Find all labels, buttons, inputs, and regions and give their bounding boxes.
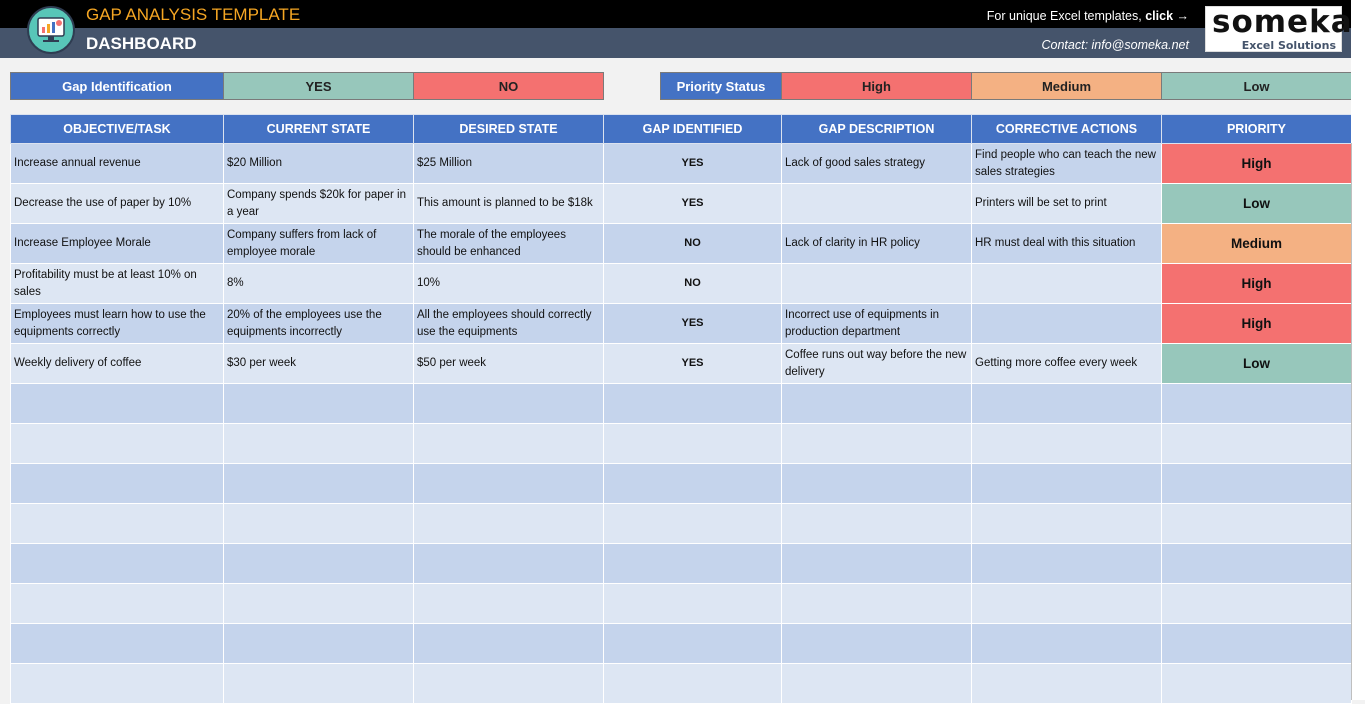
gap-description-cell[interactable]: Lack of good sales strategy [782, 144, 972, 184]
column-header-current-state: CURRENT STATE [224, 115, 414, 144]
current-state-cell[interactable] [224, 504, 414, 544]
desired-state-cell[interactable] [414, 504, 604, 544]
desired-state-cell[interactable] [414, 424, 604, 464]
column-header-desired-state: DESIRED STATE [414, 115, 604, 144]
task-cell[interactable] [11, 424, 224, 464]
task-cell[interactable]: Increase annual revenue [11, 144, 224, 184]
task-cell[interactable] [11, 584, 224, 624]
table-header-row [11, 115, 1352, 144]
desired-state-cell[interactable] [414, 584, 604, 624]
contact-email[interactable]: Contact: info@someka.net [1041, 38, 1189, 52]
empty-table-row [11, 624, 1352, 664]
desired-state-cell[interactable]: All the employees should correctly use the equipments [414, 304, 604, 344]
desired-state-cell[interactable]: The morale of the employees should be enhanced [414, 224, 604, 264]
current-state-cell[interactable] [224, 544, 414, 584]
priority-cell[interactable] [1162, 384, 1352, 424]
gap-identified-cell[interactable]: NO [604, 224, 782, 264]
empty-table-row [11, 464, 1352, 504]
desired-state-cell[interactable] [414, 544, 604, 584]
priority-status-legend [660, 72, 1352, 102]
priority-legend-medium: Medium [971, 72, 1162, 100]
desired-state-cell[interactable] [414, 624, 604, 664]
gap-identification-legend [10, 72, 604, 102]
current-state-cell[interactable]: 20% of the employees use the equipments incorrectly [224, 304, 414, 344]
gap-legend-label: Gap Identification [10, 72, 224, 100]
desired-state-cell[interactable] [414, 664, 604, 704]
corrective-actions-cell[interactable] [972, 664, 1162, 704]
sheet-right-margin [1351, 0, 1365, 700]
gap-identified-cell[interactable] [604, 424, 782, 464]
corrective-actions-cell[interactable] [972, 304, 1162, 344]
current-state-cell[interactable] [224, 424, 414, 464]
current-state-cell[interactable] [224, 624, 414, 664]
sheet-right-border [1351, 143, 1352, 700]
column-header-gap-identified: GAP IDENTIFIED [604, 115, 782, 144]
task-cell[interactable] [11, 544, 224, 584]
gap-description-cell[interactable] [782, 544, 972, 584]
gap-description-cell[interactable] [782, 384, 972, 424]
priority-cell[interactable]: High [1162, 264, 1352, 304]
empty-table-row [11, 384, 1352, 424]
gap-identified-cell[interactable] [604, 504, 782, 544]
page-title: DASHBOARD [86, 34, 197, 53]
current-state-cell[interactable] [224, 384, 414, 424]
brand-tagline: Excel Solutions [1241, 39, 1336, 52]
task-cell[interactable]: Employees must learn how to use the equipments correctly [11, 304, 224, 344]
corrective-actions-cell[interactable] [972, 424, 1162, 464]
desired-state-cell[interactable] [414, 464, 604, 504]
priority-cell[interactable] [1162, 624, 1352, 664]
column-header-gap-description: GAP DESCRIPTION [782, 115, 972, 144]
table-row [11, 304, 1352, 344]
current-state-cell[interactable]: 8% [224, 264, 414, 304]
priority-cell[interactable] [1162, 544, 1352, 584]
table-row [11, 344, 1352, 384]
brand-logo[interactable] [1205, 4, 1353, 52]
gap-identified-cell[interactable] [604, 384, 782, 424]
priority-cell[interactable]: Medium [1162, 224, 1352, 264]
current-state-cell[interactable]: Company suffers from lack of employee morale [224, 224, 414, 264]
priority-cell[interactable]: Low [1162, 184, 1352, 224]
priority-cell[interactable]: Low [1162, 344, 1352, 384]
gap-legend-yes: YES [223, 72, 414, 100]
header-banner [0, 0, 1351, 58]
desired-state-cell[interactable]: $25 Million [414, 144, 604, 184]
table-row [11, 264, 1352, 304]
column-header-priority: PRIORITY [1162, 115, 1352, 144]
gap-description-cell[interactable]: Coffee runs out way before the new delivery [782, 344, 972, 384]
corrective-actions-cell[interactable]: HR must deal with this situation [972, 224, 1162, 264]
priority-cell[interactable] [1162, 664, 1352, 704]
gap-description-cell[interactable] [782, 184, 972, 224]
task-cell[interactable] [11, 504, 224, 544]
desired-state-cell[interactable] [414, 384, 604, 424]
empty-table-row [11, 504, 1352, 544]
gap-analysis-table [10, 114, 1352, 704]
priority-cell[interactable] [1162, 424, 1352, 464]
priority-legend-label: Priority Status [660, 72, 782, 100]
task-cell[interactable]: Increase Employee Morale [11, 224, 224, 264]
brand-name: someka [1212, 4, 1353, 40]
gap-description-cell[interactable] [782, 624, 972, 664]
corrective-actions-cell[interactable] [972, 384, 1162, 424]
corrective-actions-cell[interactable] [972, 584, 1162, 624]
desired-state-cell[interactable]: 10% [414, 264, 604, 304]
corrective-actions-cell[interactable]: Getting more coffee every week [972, 344, 1162, 384]
table-row [11, 144, 1352, 184]
priority-cell[interactable] [1162, 504, 1352, 544]
gap-identified-cell[interactable] [604, 544, 782, 584]
gap-description-cell[interactable]: Lack of clarity in HR policy [782, 224, 972, 264]
empty-table-row [11, 544, 1352, 584]
gap-description-cell[interactable] [782, 584, 972, 624]
current-state-cell[interactable] [224, 464, 414, 504]
corrective-actions-cell[interactable] [972, 624, 1162, 664]
corrective-actions-cell[interactable]: Find people who can teach the new sales strategies [972, 144, 1162, 184]
priority-legend-low: Low [1161, 72, 1352, 100]
empty-table-row [11, 424, 1352, 464]
gap-identified-cell[interactable] [604, 664, 782, 704]
task-cell[interactable]: Decrease the use of paper by 10% [11, 184, 224, 224]
gap-description-cell[interactable] [782, 464, 972, 504]
current-state-cell[interactable] [224, 584, 414, 624]
gap-identified-cell[interactable] [604, 584, 782, 624]
task-cell[interactable] [11, 384, 224, 424]
table-row [11, 184, 1352, 224]
column-header-corrective-actions: CORRECTIVE ACTIONS [972, 115, 1162, 144]
gap-identified-cell[interactable]: YES [604, 304, 782, 344]
task-cell[interactable] [11, 624, 224, 664]
gap-description-cell[interactable] [782, 664, 972, 704]
current-state-cell[interactable] [224, 664, 414, 704]
gap-description-cell[interactable] [782, 264, 972, 304]
table-row [11, 224, 1352, 264]
corrective-actions-cell[interactable] [972, 464, 1162, 504]
corrective-actions-cell[interactable]: Printers will be set to print [972, 184, 1162, 224]
gap-identified-cell[interactable] [604, 624, 782, 664]
desired-state-cell[interactable]: $50 per week [414, 344, 604, 384]
gap-identified-cell[interactable]: YES [604, 344, 782, 384]
gap-identified-cell[interactable] [604, 464, 782, 504]
task-cell[interactable]: Profitability must be at least 10% on sales [11, 264, 224, 304]
gap-description-cell[interactable]: Incorrect use of equipments in production department [782, 304, 972, 344]
promo-label: For unique Excel templates, [986, 9, 1146, 23]
task-cell[interactable] [11, 464, 224, 504]
empty-table-row [11, 664, 1352, 704]
corrective-actions-cell[interactable] [972, 544, 1162, 584]
current-state-cell[interactable]: $20 Million [224, 144, 414, 184]
desired-state-cell[interactable]: This amount is planned to be $18k [414, 184, 604, 224]
current-state-cell[interactable]: $30 per week [224, 344, 414, 384]
corrective-actions-cell[interactable] [972, 264, 1162, 304]
gap-identified-cell[interactable]: YES [604, 144, 782, 184]
column-header-objective-task: OBJECTIVE/TASK [11, 115, 224, 144]
priority-cell[interactable] [1162, 584, 1352, 624]
priority-cell[interactable]: High [1162, 304, 1352, 344]
gap-description-cell[interactable] [782, 424, 972, 464]
corrective-actions-cell[interactable] [972, 504, 1162, 544]
gap-legend-no: NO [413, 72, 604, 100]
task-cell[interactable]: Weekly delivery of coffee [11, 344, 224, 384]
promo-text [987, 9, 1189, 23]
empty-table-row [11, 584, 1352, 624]
promo-link[interactable]: click → [1145, 9, 1189, 23]
priority-cell[interactable]: High [1162, 144, 1352, 184]
task-cell[interactable] [11, 664, 224, 704]
app-title: GAP ANALYSIS TEMPLATE [86, 5, 301, 24]
priority-cell[interactable] [1162, 464, 1352, 504]
dashboard-monitor-icon [27, 6, 75, 54]
gap-identified-cell[interactable]: YES [604, 184, 782, 224]
current-state-cell[interactable]: Company spends $20k for paper in a year [224, 184, 414, 224]
gap-identified-cell[interactable]: NO [604, 264, 782, 304]
priority-legend-high: High [781, 72, 972, 100]
gap-description-cell[interactable] [782, 504, 972, 544]
